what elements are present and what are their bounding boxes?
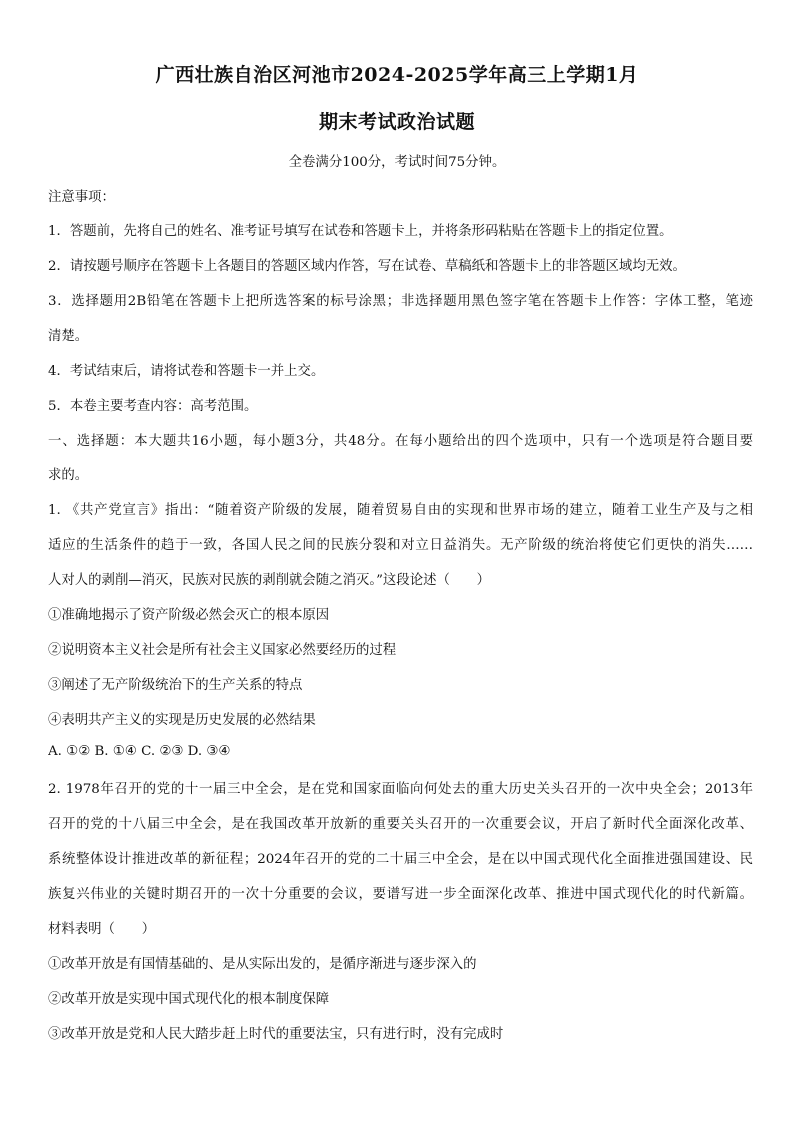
question-1-stem: 人对人的剥削—消灭，民族对民族的剥削就会随之消灭。”这段论述（ ） (48, 573, 491, 588)
question-1-option: ④表明共产主义的实现是历史发展的必然结果 (48, 713, 316, 728)
section-intro: 一、选择题：本大题共16小题，每小题3分，共48分。在每小题给出的四个选项中，只有一个选项是符合题目要 (48, 434, 753, 449)
question-1-choices: A. ①② B. ①④ C. ②③ D. ③④ (48, 744, 231, 759)
question-1-option: ①准确地揭示了资产阶级必然会灭亡的根本原因 (48, 608, 330, 623)
exam-title-line1: 广西壮族自治区河池市2024-2025学年高三上学期1月 (155, 64, 639, 86)
question-2-stem: 材料表明（ ） (48, 922, 156, 937)
question-2-option: ②改革开放是实现中国式现代化的根本制度保障 (48, 992, 330, 1007)
exam-title-line2: 期末考试政治试题 (318, 111, 475, 133)
section-intro-continued: 求的。 (48, 468, 89, 483)
question-2-option: ③改革开放是党和人民大踏步赶上时代的重要法宝，只有进行时，没有完成时 (48, 1027, 504, 1042)
question-1-stem: 适应的生活条件的趋于一致，各国人民之间的民族分裂和对立日益消失。无产阶级的统治将使它们更快的消失…… (48, 538, 753, 553)
question-1-option: ②说明资本主义社会是所有社会主义国家必然要经历的过程 (48, 643, 397, 658)
note-item-continued: 清楚。 (48, 329, 89, 344)
note-item: 1．答题前，先将自己的姓名、准考证号填写在试卷和答题卡上，并将条形码粘贴在答题卡上的指定位置。 (48, 224, 673, 239)
question-2-stem: 召开的党的十八届三中全会，是在我国改革开放新的重要关头召开的一次重要会议，开启了新时代全面深化改革、 (48, 817, 753, 832)
note-item: 4．考试结束后，请将试卷和答题卡一并上交。 (48, 364, 325, 379)
question-1-stem: 1. 《共产党宣言》指出：“随着资产阶级的发展，随着贸易自由的实现和世界市场的建立，随着工业生产及与之相 (48, 503, 753, 518)
note-item: 2．请按题号顺序在答题卡上各题目的答题区域内作答，写在试卷、草稿纸和答题卡上的非答题区域均无效。 (48, 259, 686, 274)
notes-heading: 注意事项： (48, 190, 115, 205)
note-item: 3．选择题用2B铅笔在答题卡上把所选答案的标号涂黑；非选择题用黑色签字笔在答题卡上作答：字体工整，笔迹 (48, 294, 753, 309)
question-1-option: ③阐述了无产阶级统治下的生产关系的特点 (48, 678, 303, 693)
question-2-stem: 2. 1978年召开的党的十一届三中全会，是在党和国家面临向何处去的重大历史关头召开的一次中央全会；2013年 (48, 782, 753, 797)
exam-subtitle: 全卷满分100分，考试时间75分钟。 (288, 155, 506, 170)
question-2-option: ①改革开放是有国情基础的、是从实际出发的，是循序渐进与逐步深入的 (48, 957, 477, 972)
question-2-stem: 族复兴伟业的关键时期召开的一次十分重要的会议，要谱写进一步全面深化改革、推进中国式现代化的时代新篇。 (48, 887, 753, 902)
note-item: 5．本卷主要考查内容：高考范围。 (48, 399, 258, 414)
question-2-stem: 系统整体设计推进改革的新征程；2024年召开的党的二十届三中全会，是在以中国式现代化全面推进强国建设、民 (48, 852, 753, 867)
